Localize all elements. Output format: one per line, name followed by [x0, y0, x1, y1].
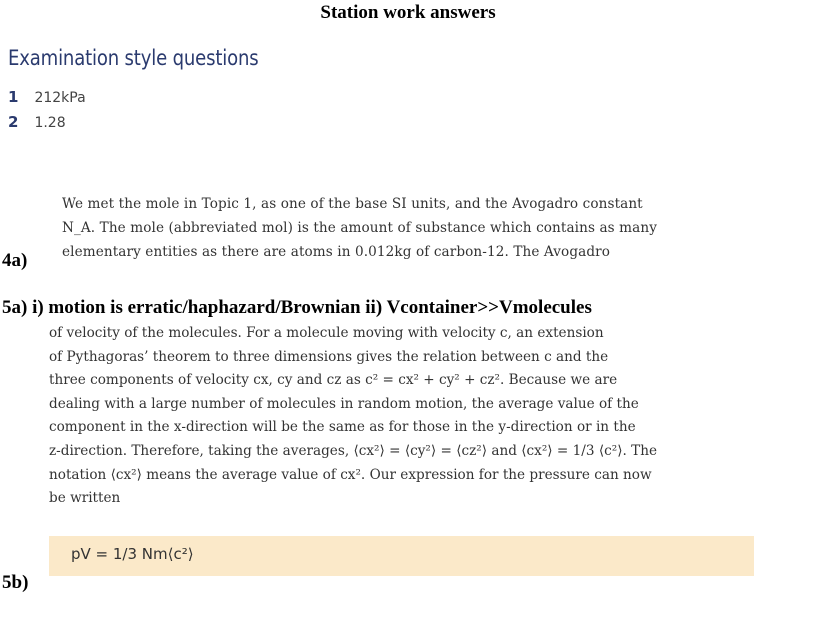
question-label-5b: 5b) — [2, 572, 29, 593]
excerpt-line: notation ⟨cx²⟩ means the average value of cx². Our expression for the pressure can now — [49, 466, 652, 483]
answer-value: 1.28 — [34, 115, 66, 131]
exam-section-heading: Examination style questions — [8, 46, 259, 70]
mole-definition-excerpt — [62, 192, 752, 264]
kinetic-theory-excerpt — [49, 322, 759, 511]
answer-number: 2 — [8, 113, 19, 131]
excerpt-line: z-direction. Therefore, taking the averages, ⟨cx²⟩ = ⟨cy²⟩ = ⟨cz²⟩ and ⟨cx²⟩ = 1/3 ⟨c²⟩. The — [49, 442, 658, 459]
excerpt-line: We met the mole in Topic 1, as one of the base SI units, and the Avogadro constant — [62, 196, 643, 212]
excerpt-line: of Pythagoras’ theorem to three dimensions gives the relation between c and the — [49, 348, 609, 365]
excerpt-line: of velocity of the molecules. For a molecule moving with velocity c, an extension — [49, 325, 604, 341]
answer-5a-heading: 5a) i) motion is erratic/haphazard/Brownian ii) Vcontainer>>Vmolecules — [2, 297, 592, 318]
answer-row-1 — [8, 88, 86, 106]
answer-value: 212kPa — [34, 90, 86, 106]
excerpt-line: N_A. The mole (abbreviated mol) is the amount of substance which contains as many — [62, 220, 658, 236]
answer-number: 1 — [8, 88, 19, 106]
formula-box — [49, 536, 754, 576]
excerpt-line: dealing with a large number of molecules in random motion, the average value of the — [49, 395, 639, 412]
excerpt-line: elementary entities as there are atoms in 0.012kg of carbon-12. The Avogadro — [62, 244, 611, 260]
question-label-4a: 4a) — [2, 250, 28, 271]
excerpt-line: three components of velocity cx, cy and cz as c² = cx² + cy² + cz². Because we are — [49, 372, 618, 389]
pressure-formula: pV = 1/3 Nm⟨c²⟩ — [71, 545, 194, 563]
answer-row-2 — [8, 113, 66, 131]
page-title: Station work answers — [320, 2, 496, 23]
excerpt-line: be written — [49, 490, 121, 507]
excerpt-line: component in the x-direction will be the same as for those in the y-direction or in the — [49, 419, 636, 436]
